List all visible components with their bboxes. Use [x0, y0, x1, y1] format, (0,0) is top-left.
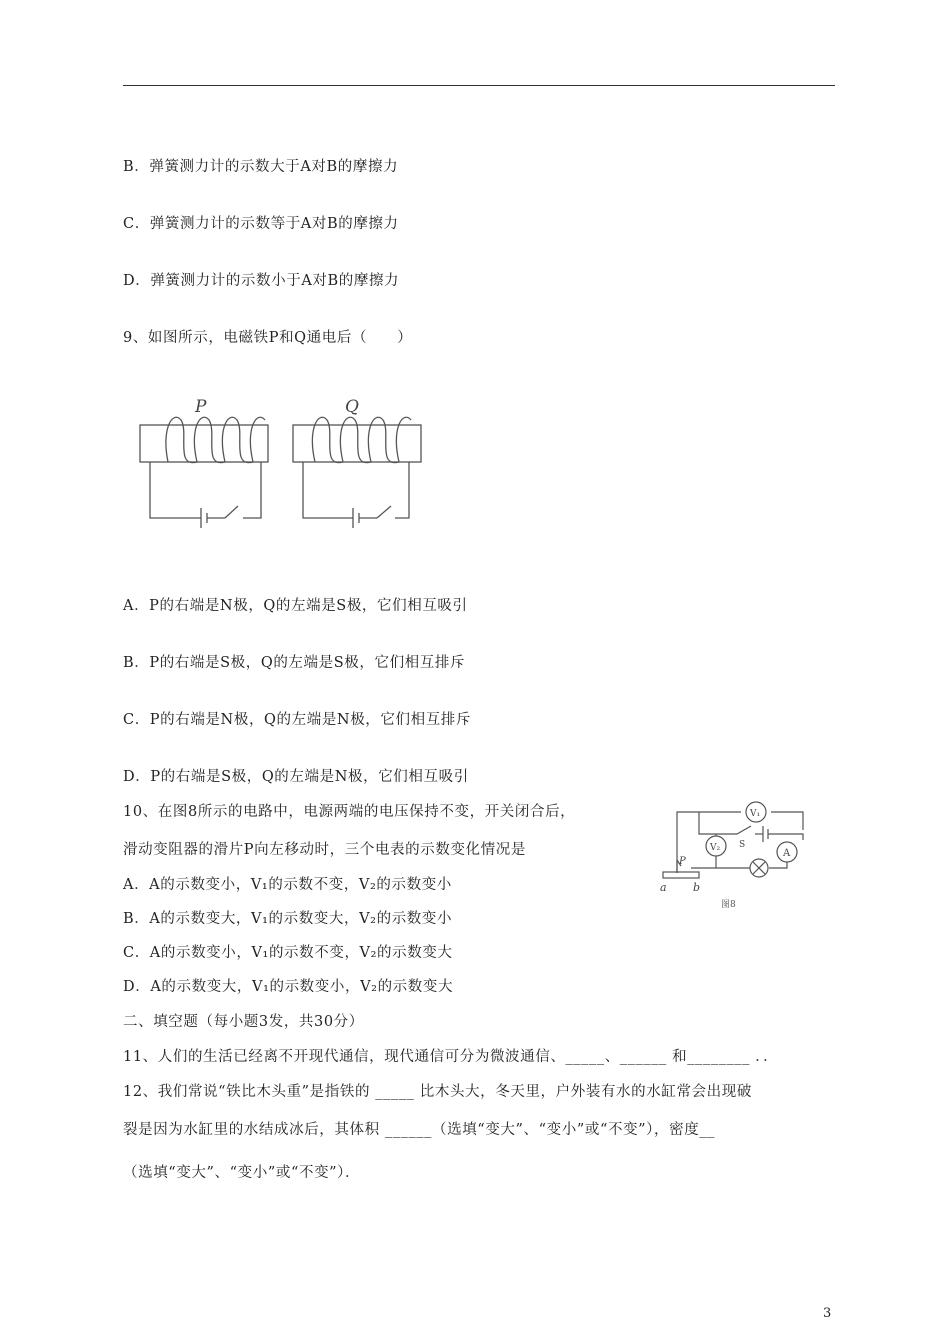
switch-label: S — [739, 840, 746, 850]
q8-option-c: C．弹簧测力计的示数等于A对B的摩擦力 — [123, 216, 399, 232]
q9-stem: 9、如图所示，电磁铁P和Q通电后（ ） — [123, 330, 413, 346]
q10-stem-line2: 滑动变阻器的滑片P向左移动时，三个电表的示数变化情况是 — [123, 842, 526, 858]
q10-option-b: B．A的示数变大，V₁的示数变大，V₂的示数变小 — [123, 911, 453, 927]
v2-label: V₂ — [710, 843, 721, 853]
label-q: Q — [345, 397, 359, 417]
q10-option-d: D．A的示数变大，V₁的示数变小，V₂的示数变大 — [123, 979, 454, 995]
page-number: 3 — [823, 1306, 832, 1321]
q8-option-b: B．弹簧测力计的示数大于A对B的摩擦力 — [123, 159, 399, 175]
q10-option-a: A．A的示数变小，V₁的示数不变，V₂的示数变小 — [123, 877, 452, 893]
q9-option-b: B．P的右端是S极，Q的左端是S极，它们相互排斥 — [123, 655, 466, 671]
figure-caption: 图8 — [721, 900, 736, 910]
q9-electromagnet-figure — [125, 388, 435, 538]
q12-line2: 裂是因为水缸里的水结成冰后，其体积 ______（选填“变大”、“变小”或“不变”），密度__ — [123, 1122, 716, 1138]
slider-label: P — [679, 856, 686, 867]
ammeter-label: A — [783, 848, 791, 859]
q9-option-a: A．P的右端是N极，Q的左端是S极，它们相互吸引 — [123, 598, 468, 614]
v1-label: V₁ — [750, 809, 761, 819]
end-b-label: b — [693, 881, 701, 894]
q10-stem-line1: 10、在图8所示的电路中，电源两端的电压保持不变，开关闭合后， — [123, 804, 576, 820]
q10-option-c: C．A的示数变小，V₁的示数不变，V₂的示数变大 — [123, 945, 453, 961]
label-p: P — [195, 397, 207, 417]
q11: 11、人们的生活已经离不开现代通信，现代通信可分为微波通信、_____、______ 和________ ．． — [123, 1049, 779, 1065]
end-a-label: a — [660, 881, 667, 894]
q12-line1: 12、我们常说“铁比木头重”是指铁的 _____ 比木头大，冬天里，户外装有水的水缸常会出现破 — [123, 1084, 752, 1100]
q9-option-c: C．P的右端是N极，Q的左端是N极，它们相互排斥 — [123, 712, 472, 728]
q8-option-d: D．弹簧测力计的示数小于A对B的摩擦力 — [123, 273, 400, 289]
q10-circuit-figure — [655, 800, 815, 920]
q9-option-d: D．P的右端是S极，Q的左端是N极，它们相互吸引 — [123, 769, 469, 785]
section2-title: 二、填空题（每小题3发，共30分） — [123, 1014, 364, 1030]
header-rule — [123, 85, 835, 86]
q12-line3: （选填“变大”、“变小”或“不变”）． — [123, 1165, 361, 1181]
